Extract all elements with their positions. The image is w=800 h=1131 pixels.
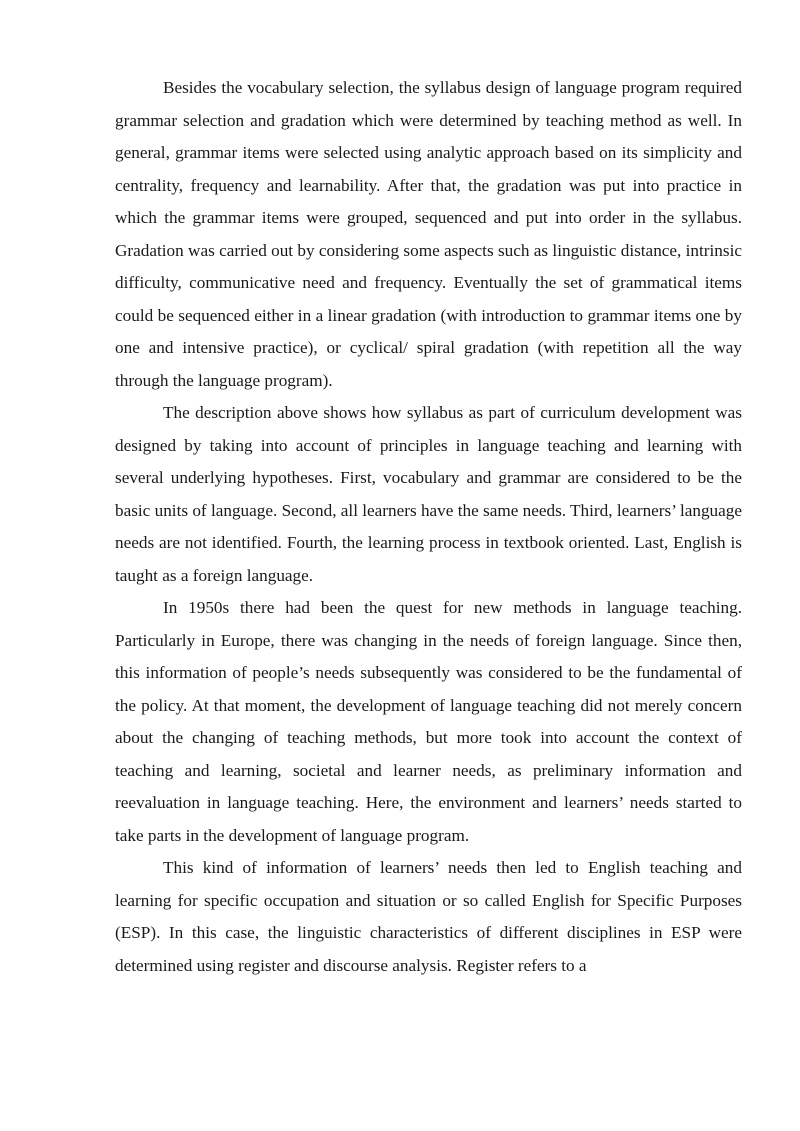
body-text: [115, 72, 742, 982]
paragraph-syllabus-hypotheses: The description above shows how syllabus as part of curriculum development was designed by taking into account of principles in language teaching and learning with several underlying hypotheses. First, vocabulary and grammar are considered to be the basic units of language. Second, all learners have the same needs. Third, learners’ language needs are not identified. Fourth, the learning process in textbook oriented. Last, English is taught as a foreign language.: [115, 403, 742, 585]
paragraph-1950s-methods: In 1950s there had been the quest for new methods in language teaching. Particularly in Europe, there was changing in the needs of foreign language. Since then, this information of people’s needs subsequently was considered to be the fundamental of the policy. At that moment, the development of language teaching did not merely concern about the changing of teaching methods, but more took into account the context of teaching and learning, societal and learner needs, as preliminary information and reevaluation in language teaching. Here, the environment and learners’ needs started to take parts in the development of language program.: [115, 598, 742, 845]
paragraph-esp: This kind of information of learners’ needs then led to English teaching and learning for specific occupation and situation or so called English for Specific Purposes (ESP). In this case, the linguistic characteristics of different disciplines in ESP were determined using register and discourse analysis. Register refers to a: [115, 858, 742, 975]
paragraph-grammar-selection: Besides the vocabulary selection, the syllabus design of language program required grammar selection and gradation which were determined by teaching method as well. In general, grammar items were selected using analytic approach based on its simplicity and centrality, frequency and learnability. After that, the gradation was put into practice in which the grammar items were grouped, sequenced and put into order in the syllabus. Gradation was carried out by considering some aspects such as linguistic distance, intrinsic difficulty, communicative need and frequency. Eventually the set of grammatical items could be sequenced either in a linear gradation (with introduction to grammar items one by one and intensive practice), or cyclical/ spiral gradation (with repetition all the way through the language program).: [115, 78, 742, 390]
